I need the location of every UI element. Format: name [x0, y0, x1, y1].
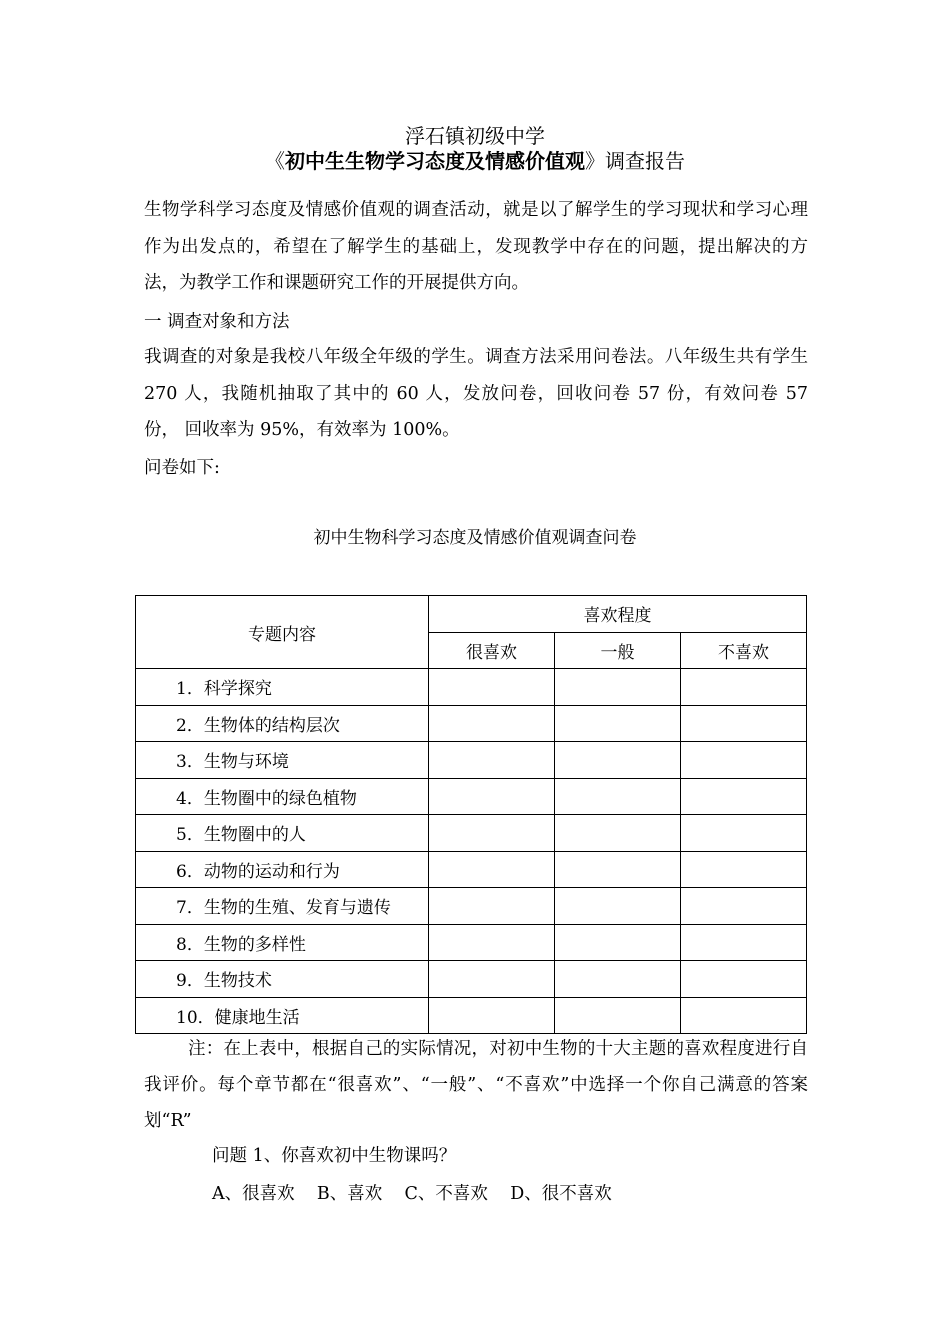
table-row — [136, 997, 807, 1034]
answer-cell[interactable] — [681, 888, 807, 925]
section-heading: 一 调查对象和方法 — [144, 312, 290, 332]
table-row — [136, 742, 807, 779]
table-row — [136, 924, 807, 961]
report-title — [0, 148, 950, 174]
answer-cell[interactable] — [555, 669, 681, 706]
option-a: A、很喜欢 — [212, 1184, 295, 1204]
table-row — [136, 669, 807, 706]
table-row — [136, 778, 807, 815]
answer-cell[interactable] — [681, 778, 807, 815]
table-row — [136, 961, 807, 998]
intro-paragraph: 生物学科学习态度及情感价值观的调查活动，就是以了解学生的学习现状和学习心理作为出发点的，希望在了解学生的基础上，发现教学中存在的问题，提出解决的方法，为教学工作和课题研究工作的开展提供方向。 — [144, 200, 808, 293]
answer-cell[interactable] — [555, 778, 681, 815]
answer-cell[interactable] — [555, 961, 681, 998]
option-b: B、喜欢 — [316, 1184, 383, 1204]
answer-cell[interactable] — [555, 705, 681, 742]
questionnaire-intro: 问卷如下: — [144, 458, 220, 478]
answer-cell[interactable] — [429, 888, 555, 925]
topic-cell: 3．生物与环境 — [136, 742, 429, 779]
topic-cell: 2．生物体的结构层次 — [136, 705, 429, 742]
table-row — [136, 815, 807, 852]
topic-cell: 8．生物的多样性 — [136, 924, 429, 961]
answer-cell[interactable] — [429, 924, 555, 961]
answer-cell[interactable] — [681, 961, 807, 998]
answer-cell[interactable] — [681, 815, 807, 852]
topic-cell: 1．科学探究 — [136, 669, 429, 706]
note-paragraph: 注：在上表中，根据自己的实际情况，对初中生物的十大主题的喜欢程度进行自我评价。每个章节都在“很喜欢”、“一般”、“不喜欢”中选择一个你自己满意的答案划“R” — [144, 1039, 808, 1131]
header-level-like-much: 很喜欢 — [429, 632, 555, 669]
answer-cell[interactable] — [681, 742, 807, 779]
answer-cell[interactable] — [555, 851, 681, 888]
answer-cell[interactable] — [555, 888, 681, 925]
option-c: C、不喜欢 — [404, 1184, 488, 1204]
header-level-dislike: 不喜欢 — [681, 632, 807, 669]
header-preference: 喜欢程度 — [429, 596, 807, 633]
table-row — [136, 705, 807, 742]
answer-cell[interactable] — [429, 851, 555, 888]
answer-cell[interactable] — [429, 961, 555, 998]
answer-cell[interactable] — [681, 705, 807, 742]
header-topic: 专题内容 — [136, 596, 429, 669]
option-d: D、很不喜欢 — [510, 1184, 612, 1204]
answer-cell[interactable] — [555, 924, 681, 961]
school-name: 浮石镇初级中学 — [405, 124, 545, 148]
title-suffix: 》调查报告 — [585, 149, 685, 173]
topic-cell: 9．生物技术 — [136, 961, 429, 998]
answer-cell[interactable] — [681, 997, 807, 1034]
answer-cell[interactable] — [555, 997, 681, 1034]
topic-cell: 5．生物圈中的人 — [136, 815, 429, 852]
survey-table — [135, 595, 807, 1034]
title-prefix: 《 — [265, 149, 285, 173]
method-paragraph: 我调查的对象是我校八年级全年级的学生。调查方法采用问卷法。八年级生共有学生 270 人，我随机抽取了其中的 60 人，发放问卷，回收问卷 57 份，有效问卷 57 份， 回收率为 95%，有效率为 100%。 — [144, 347, 808, 440]
topic-cell: 4．生物圈中的绿色植物 — [136, 778, 429, 815]
title-bold: 初中生生物学习态度及情感价值观 — [285, 149, 585, 173]
table-row — [136, 888, 807, 925]
header-level-neutral: 一般 — [555, 632, 681, 669]
topic-cell: 7．生物的生殖、发育与遗传 — [136, 888, 429, 925]
answer-cell[interactable] — [429, 997, 555, 1034]
answer-cell[interactable] — [681, 851, 807, 888]
answer-cell[interactable] — [429, 705, 555, 742]
answer-cell[interactable] — [429, 742, 555, 779]
answer-cell[interactable] — [429, 669, 555, 706]
answer-cell[interactable] — [429, 778, 555, 815]
table-header-row — [136, 596, 807, 633]
question-1: 问题 1、你喜欢初中生物课吗？ — [212, 1146, 457, 1166]
answer-cell[interactable] — [681, 669, 807, 706]
answer-cell[interactable] — [681, 924, 807, 961]
questionnaire-title: 初中生物科学习态度及情感价值观调查问卷 — [313, 528, 637, 548]
topic-cell: 6．动物的运动和行为 — [136, 851, 429, 888]
question-1-options — [212, 1180, 612, 1208]
answer-cell[interactable] — [555, 742, 681, 779]
answer-cell[interactable] — [429, 815, 555, 852]
answer-cell[interactable] — [555, 815, 681, 852]
table-row — [136, 851, 807, 888]
topic-cell: 10．健康地生活 — [136, 997, 429, 1034]
